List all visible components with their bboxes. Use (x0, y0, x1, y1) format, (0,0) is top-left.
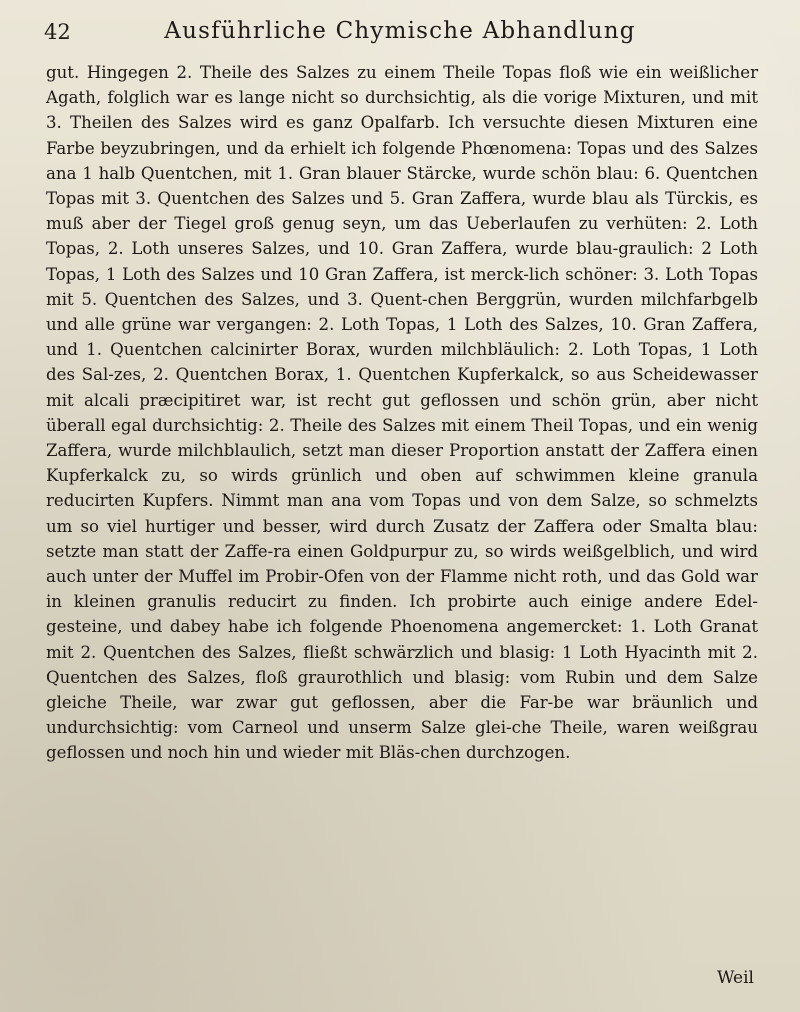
page-number: 42 (44, 20, 71, 44)
page-header (44, 14, 756, 54)
running-title: Ausführliche Chymische Abhandlung (164, 18, 636, 44)
body-text (46, 60, 758, 766)
catchword: Weil (716, 968, 754, 988)
body-paragraph: gut. Hingegen 2. Theile des Salzes zu einem Theile Topas floß wie ein weißlicher Agath, folglich war es lange nicht so durchsichtig, als die vorige Mixturen, und mit 3. Theilen des Salzes wird es ganz Opalfarb. Ich versuchte diesen Mixturen eine Farbe beyzubringen, und da erhielt ich folgende Phœnomena: Topas und des Salzes ana 1 halb Quentchen, mit 1. Gran blauer Stärcke, wurde schön blau: 6. Quentchen Topas mit 3. Quentchen des Salzes und 5. Gran Zaffera, wurde blau als Türckis, es muß aber der Tiegel groß genug seyn, um das Ueberlaufen zu verhüten: 2. Loth Topas, 2. Loth unseres Salzes, und 10. Gran Zaffera, wurde blau-graulich: 2 Loth Topas, 1 Loth des Salzes und 10 Gran Zaffera, ist merck-lich schöner: 3. Loth Topas mit 5. Quentchen des Salzes, und 3. Quent-chen Berggrün, wurden milchfarbgelb und alle grüne war vergangen: 2. Loth Topas, 1 Loth des Salzes, 10. Gran Zaffera, und 1. Quentchen calcinirter Borax, wurden milchbläulich: 2. Loth Topas, 1 Loth des Sal-zes, 2. Quentchen Borax, 1. Quentchen Kupferkalck, so aus Scheidewasser mit alcali præcipitiret war, ist recht gut geflossen und schön grün, aber nicht überall egal durchsichtig: 2. Theile des Salzes mit einem Theil Topas, und ein wenig Zaffera, wurde milchblaulich, setzt man dieser Proportion anstatt der Zaffera einen Kupferkalck zu, so wirds grünlich und oben auf schwimmen kleine granula reducirten Kupfers. Nimmt man ana vom Topas und von dem Salze, so schmelzts um so viel hurtiger und besser, wird durch Zusatz der Zaffera oder Smalta blau: setzte man statt der Zaffe-ra einen Goldpurpur zu, so wirds weißgelblich, und wird auch unter der Muffel im Probir-Ofen von der Flamme nicht roth, und das Gold war in kleinen granulis reducirt zu finden. Ich probirte auch einige andere Edel-gesteine, und dabey habe ich folgende Phoenomena angemercket: 1. Loth Granat mit 2. Quentchen des Salzes, fließt schwärzlich und blasig: 1 Loth Hyacinth mit 2. Quentchen des Salzes, floß graurothlich und blasig: vom Rubin und dem Salze gleiche Theile, war zwar gut geflossen, aber die Far-be war bräunlich und undurchsichtig: vom Carneol und unserm Salze glei-che Theile, waren weißgrau geflossen und noch hin und wieder mit Bläs-chen durchzogen. (46, 63, 758, 763)
